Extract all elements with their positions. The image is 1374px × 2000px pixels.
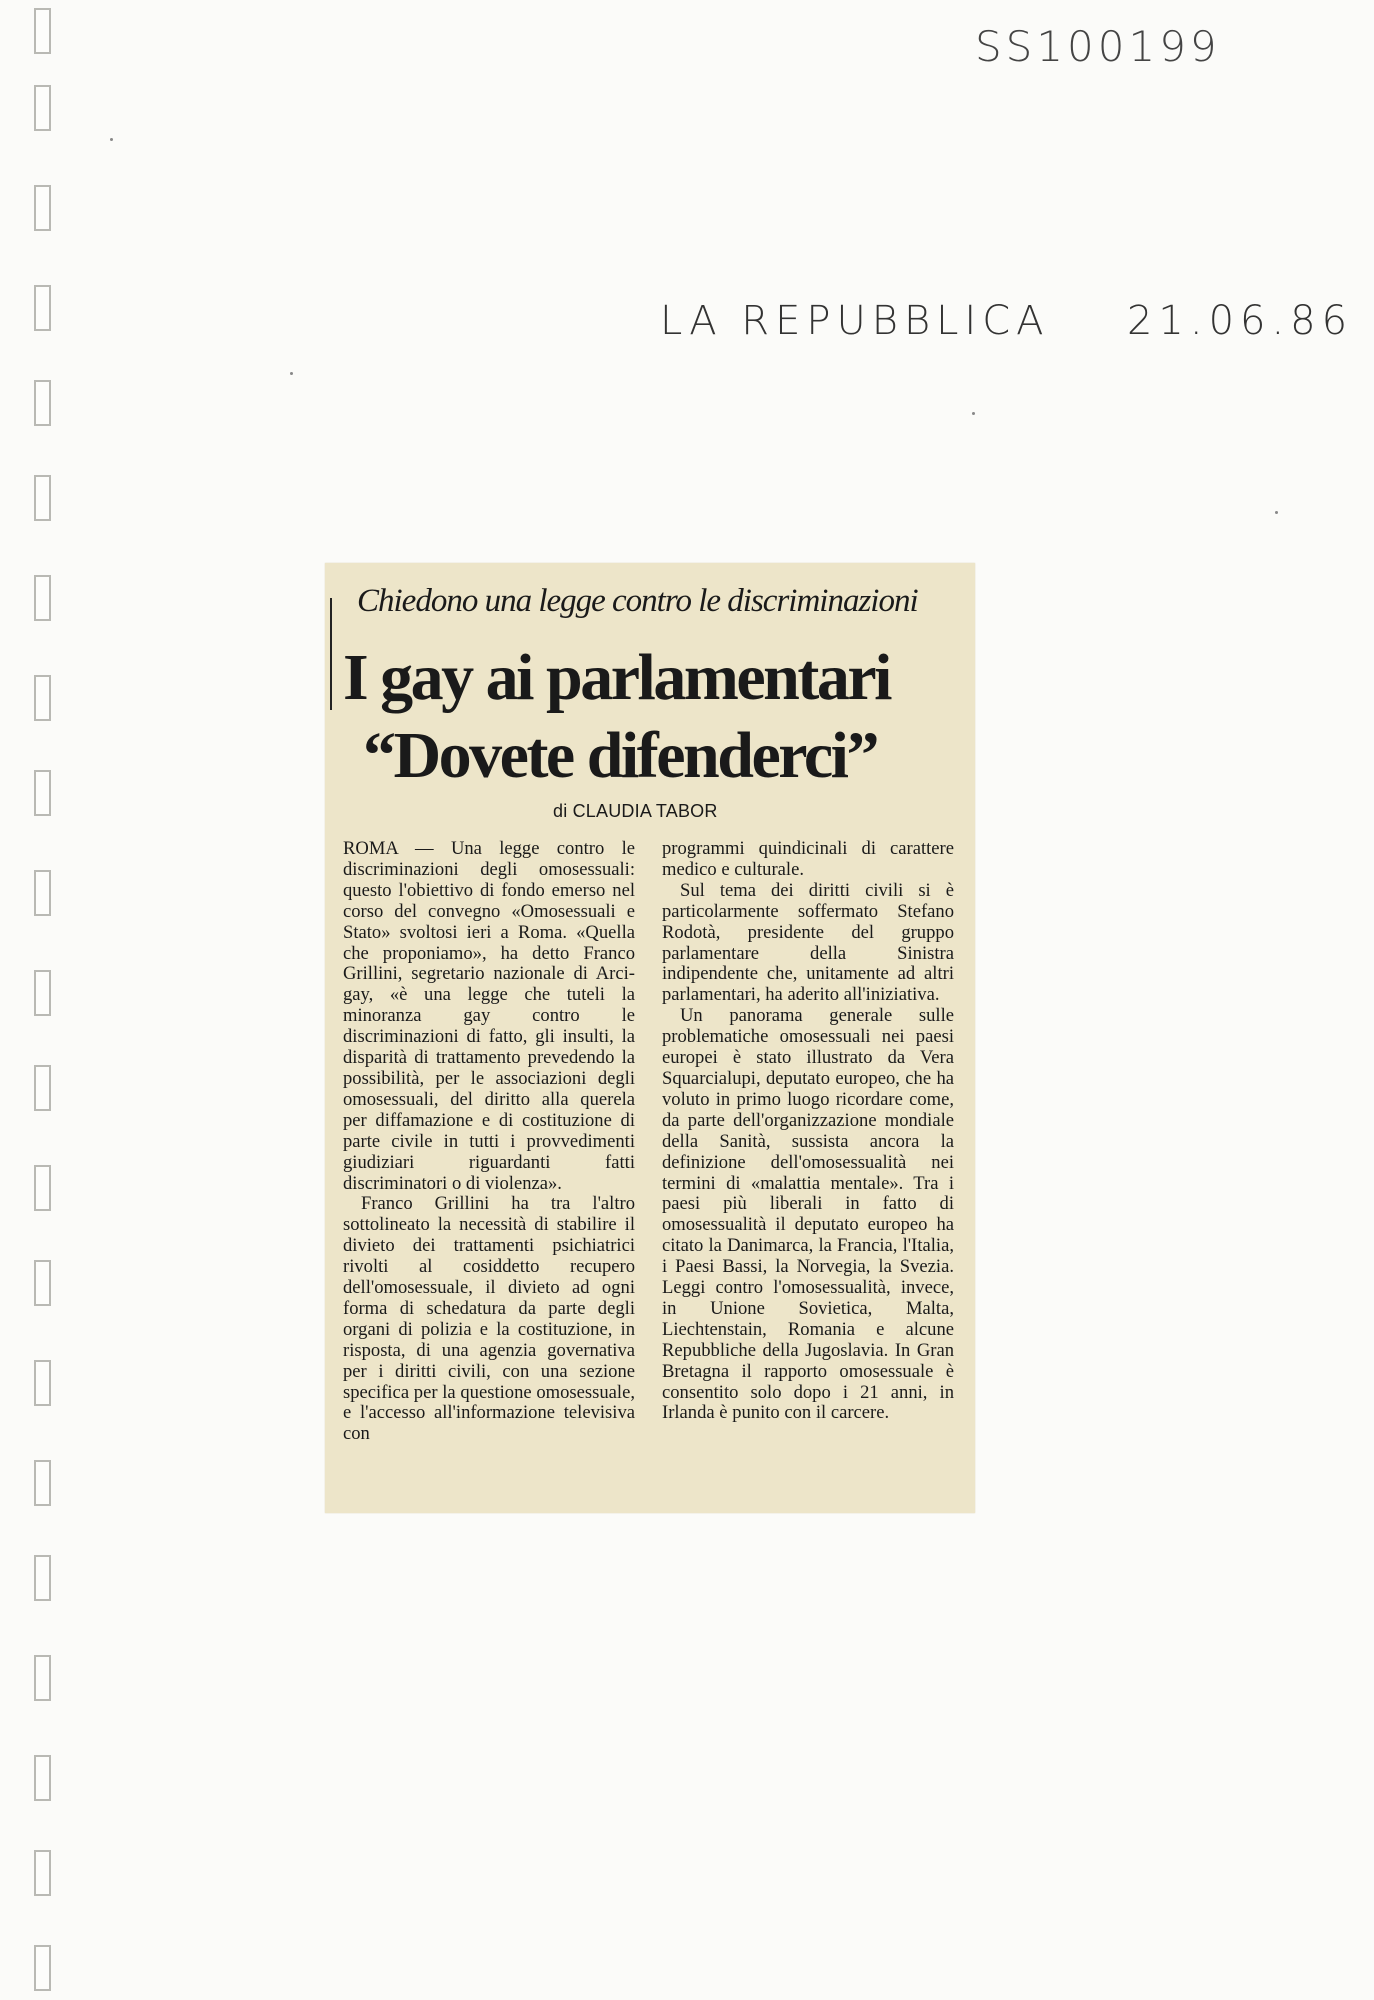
binder-hole [34, 1945, 51, 1991]
dust-speck [1275, 511, 1278, 514]
headline-line-1: I gay ai parlamentari [343, 641, 890, 714]
binder-hole [34, 185, 51, 231]
binder-hole [34, 85, 51, 131]
publication-date: 21.06.86 [1126, 298, 1354, 344]
newspaper-name: LA REPUBBLICA [660, 298, 1050, 344]
newspaper-clipping [325, 563, 975, 1513]
paragraph: Un panorama generale sulle problematiche omosessuali nei paesi europei è stato illustrato da Vera Squarcialupi, deputato europeo, che ha voluto in primo luogo ricordare come, da parte dell'organizzazione mondiale della Sanità, sussista ancora la definizione dell'omosessualità nei termini di «malattia mentale». Tra i paesi più liberali in fatto di omosessualità il deputato europeo ha citato la Danimarca, la Francia, l'Italia, i Paesi Bassi, la Norvegia, la Svezia. Leggi contro l'omosessualità, invece, in Unione Sovietica, Malta, Liechtenstain, Romania e alcune Repubbliche della Jugoslavia. In Gran Bretagna il rapporto omosessuale è consentito solo dopo i 21 anni, in Irlanda è punito con il carcere. [662, 1005, 954, 1424]
article-kicker: Chiedono una legge contro le discriminazioni [357, 583, 918, 619]
binder-hole [34, 1555, 51, 1601]
binder-hole [34, 1460, 51, 1506]
dust-speck [110, 138, 113, 141]
article-column-left [343, 839, 635, 1445]
paragraph: ROMA — Una legge contro le discriminazioni degli omosessuali: questo l'obiettivo di fondo emerso nel corso del convegno «Omosessuali e Stato» svoltosi ieri a Roma. «Quella che proponiamo», ha detto Franco Grillini, segretario nazionale di Arci-gay, «è una legge che tuteli la minoranza gay contro le discriminazioni di fatto, gli insulti, la disparità di trattamento prevedendo la possibilità, per le associazioni degli omosessuali, del diritto alla querela per diffamazione e di costituzione di parte civile in tutti i provvedimenti giudiziari riguardanti fatti discriminatori o di violenza». [343, 838, 635, 1194]
source-annotation-handwritten [660, 298, 1353, 344]
binder-hole [34, 1360, 51, 1406]
dust-speck [290, 372, 293, 375]
headline-rule [330, 598, 332, 710]
binder-holes [34, 0, 74, 2000]
byline: di CLAUDIA TABOR [553, 801, 718, 821]
binder-hole [34, 970, 51, 1016]
binder-hole [34, 1260, 51, 1306]
article-column-right [662, 839, 954, 1424]
binder-hole [34, 1655, 51, 1701]
binder-hole [34, 870, 51, 916]
binder-hole [34, 8, 51, 54]
dust-speck [972, 412, 975, 415]
binder-hole [34, 675, 51, 721]
headline-line-2: “Dovete difenderci” [363, 719, 877, 792]
binder-hole [34, 285, 51, 331]
paragraph: programmi quindicinali di carattere medico e culturale. [662, 838, 954, 880]
binder-hole [34, 380, 51, 426]
binder-hole [34, 1850, 51, 1896]
binder-hole [34, 475, 51, 521]
binder-hole [34, 1755, 51, 1801]
binder-hole [34, 1165, 51, 1211]
paragraph: Franco Grillini ha tra l'altro sottolineato la necessità di stabilire il divieto dei trattamenti psichiatrici rivolti al cosiddetto recupero dell'omosessuale, il divieto ad ogni forma di schedatura da parte degli organi di polizia e la costituzione, in risposta, di una agenzia governativa per i diritti civili, con una sezione specifica per la questione omosessuale, e l'accesso all'informazione televisiva con [343, 1193, 635, 1445]
binder-hole [34, 1065, 51, 1111]
archive-code-handwritten: SS100199 [975, 22, 1221, 71]
paragraph: Sul tema dei diritti civili si è particolarmente soffermato Stefano Rodotà, presidente del gruppo parlamentare della Sinistra indipendente che, unitamente ad altri parlamentari, ha aderito all'iniziativa. [662, 879, 954, 1006]
binder-hole [34, 575, 51, 621]
binder-hole [34, 770, 51, 816]
